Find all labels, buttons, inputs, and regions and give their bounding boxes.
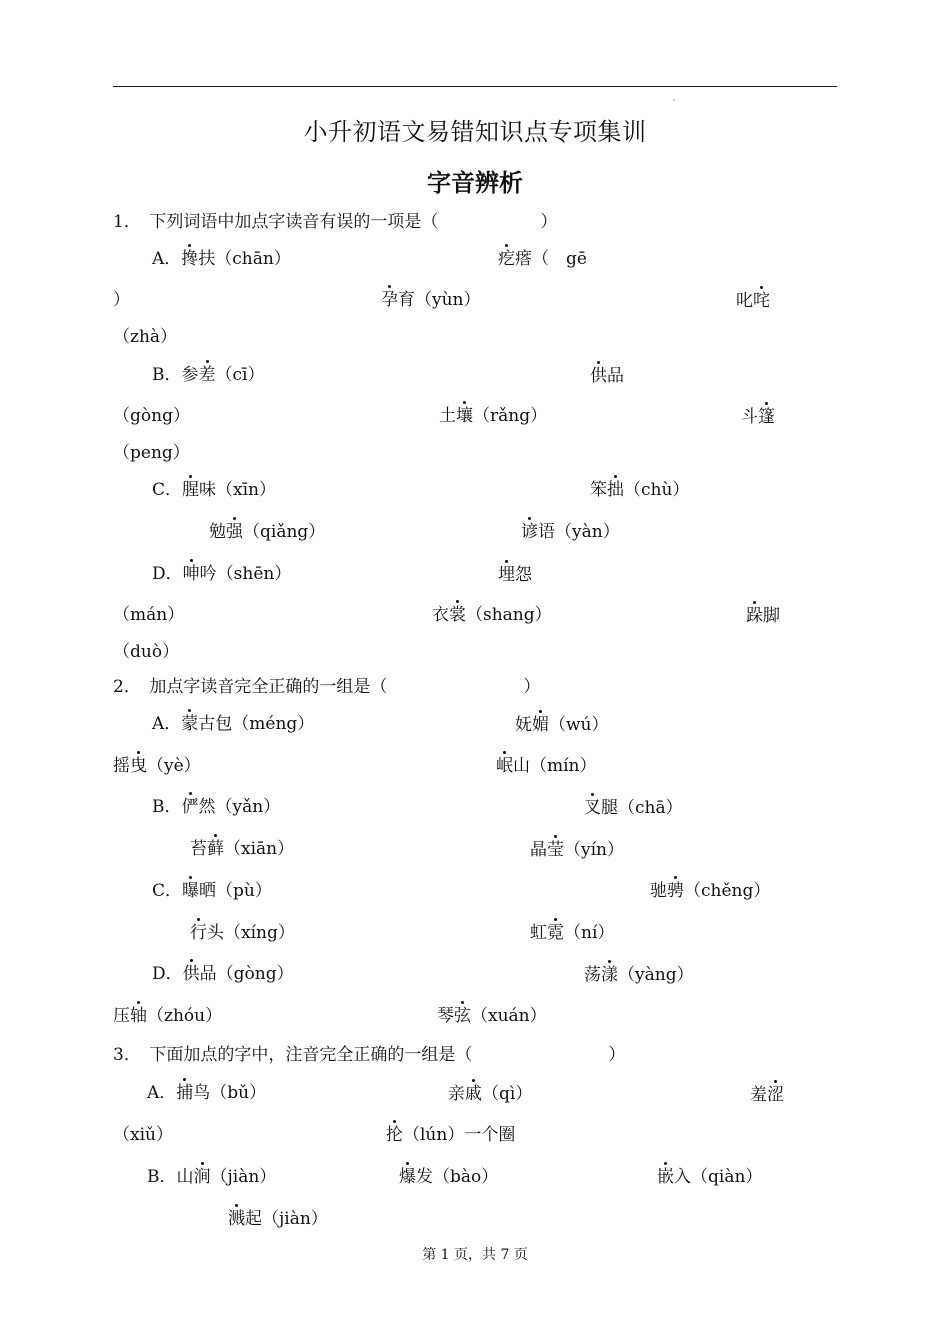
dotted-char: 供 [590, 366, 607, 386]
q2-option-b-item1: B．俨然（yǎn） [152, 797, 281, 817]
dotted-char: 抡 [386, 1125, 403, 1145]
q1-option-d-item1: D．呻吟（shēn） [152, 564, 292, 584]
question-text: 加点字读音完全正确的一组是（ ） [149, 677, 541, 697]
q2-option-a-item1: A．蒙古包（méng） [152, 714, 315, 734]
dotted-char: 媚 [532, 715, 549, 735]
q2-option-b-item4: 晶莹（yín） [530, 840, 624, 860]
question-1-stem [113, 211, 557, 233]
q2-option-b-item3: 苔藓（xiān） [190, 839, 295, 859]
q1-option-d-item2: 埋怨 [498, 565, 532, 585]
dotted-char: 曳 [130, 756, 147, 776]
dotted-char: 涧 [193, 1167, 211, 1187]
q3-option-b-item1: B．山涧（jiàn） [147, 1167, 277, 1187]
dotted-char: 埋 [498, 565, 515, 585]
option-label: D． [152, 964, 183, 984]
question-2-stem [113, 676, 540, 698]
dotted-char: 裳 [449, 605, 466, 625]
q1-option-d-item4: 跺脚 [746, 606, 780, 626]
q3-option-b-item4: 溅起（jiàn） [228, 1209, 328, 1229]
q2-option-a-item4: 岷山（mín） [496, 756, 597, 776]
dotted-char: 拙 [607, 480, 624, 500]
q2-option-a-item3: 摇曳（yè） [113, 756, 201, 776]
question-3-stem [113, 1044, 625, 1066]
q3-option-b-item2: 爆发（bào） [399, 1167, 499, 1187]
dotted-char: 搀 [181, 249, 199, 269]
q1-option-a-item4: 叱咤 [736, 291, 770, 311]
q1-option-a-item2: 疙瘩（ gē [498, 249, 587, 269]
q1-option-c-item1: C．腥味（xīn） [152, 480, 276, 500]
page-title: 小升初语文易错知识点专项集训 [303, 118, 647, 146]
q1-option-b-item3: 土壤（rǎng） [439, 406, 548, 426]
q2-option-d-item4: 琴弦（xuán） [437, 1006, 547, 1026]
dotted-char: 藓 [207, 839, 224, 859]
dotted-char: 溅 [228, 1209, 245, 1229]
dotted-char: 骋 [667, 881, 684, 901]
question-number: 1． [113, 212, 133, 232]
q3-option-a-item4: 抡（lún）一个圈 [386, 1125, 516, 1145]
q1-option-b-item2-pinyin: （gòng） [113, 406, 190, 426]
q3-option-a-item2: 亲戚（qì） [448, 1084, 533, 1104]
dotted-char: 腥 [182, 480, 200, 500]
dotted-char: 差 [198, 365, 216, 385]
dotted-char: 霓 [547, 923, 564, 943]
dotted-char: 嵌 [657, 1167, 674, 1187]
q2-option-c-item3: 行头（xíng） [190, 923, 295, 943]
q1-option-a-item2-close: ） [113, 290, 130, 310]
q2-option-b-item2: 叉腿（chā） [584, 798, 683, 818]
option-label: B． [152, 797, 182, 817]
dotted-char: 行 [190, 923, 207, 943]
option-label: D． [152, 564, 183, 584]
page-footer: 第 1 页，共 7 页 [422, 1247, 528, 1263]
dotted-char: 轴 [130, 1006, 147, 1026]
dotted-char: 供 [182, 964, 200, 984]
q1-option-a-item4-pinyin: （zhà） [113, 327, 178, 347]
option-label: C． [152, 480, 183, 500]
q1-option-c-item3: 勉强（qiǎng） [209, 522, 326, 542]
question-text: 下列词语中加点字读音有误的一项是（ ） [149, 212, 558, 232]
dotted-char: 弦 [454, 1006, 471, 1026]
q2-option-c-item2: 驰骋（chěng） [650, 881, 771, 901]
option-label: B． [147, 1167, 177, 1187]
q3-option-a-item3: 羞涩 [750, 1085, 784, 1105]
dotted-char: 涩 [767, 1085, 784, 1105]
dotted-char: 叉 [584, 798, 601, 818]
option-label: A． [152, 714, 182, 734]
dotted-char: 岷 [496, 756, 513, 776]
q2-option-d-item2: 荡漾（yàng） [584, 965, 694, 985]
option-label: B． [152, 365, 182, 385]
question-text: 下面加点的字中，注音完全正确的一组是（ ） [149, 1045, 626, 1065]
option-label: A． [152, 249, 182, 269]
q1-option-b-item4-pinyin: （peng） [113, 443, 190, 463]
q1-option-d-item3: 衣裳（shang） [432, 605, 552, 625]
question-number: 3． [113, 1045, 133, 1065]
q1-option-b-item1: B．参差（cī） [152, 365, 265, 385]
dotted-char: 漾 [601, 965, 618, 985]
dotted-char: 莹 [547, 840, 564, 860]
q1-option-c-item2: 笨拙（chù） [590, 480, 690, 500]
dotted-char: 蒙 [181, 714, 199, 734]
option-label: A． [147, 1083, 177, 1103]
q1-option-b-item2: 供品 [590, 366, 624, 386]
q2-option-c-item1: C．曝晒（pù） [152, 881, 272, 901]
dotted-char: 跺 [746, 606, 763, 626]
q2-option-c-item4: 虹霓（ní） [530, 923, 615, 943]
question-number: 2． [113, 677, 133, 697]
dotted-char: 谚 [521, 522, 538, 542]
q3-option-a-item3-pinyin: （xiǔ） [113, 1125, 173, 1145]
dotted-char: 捕 [176, 1083, 194, 1103]
q2-option-a-item2: 妩媚（wú） [515, 715, 609, 735]
q1-option-a-item3: 孕育（yùn） [381, 290, 481, 310]
q2-option-d-item3: 压轴（zhóu） [113, 1006, 223, 1026]
dotted-char: 壤 [456, 406, 473, 426]
q2-option-d-item1: D．供品（gòng） [152, 964, 294, 984]
dotted-char: 疙 [498, 249, 515, 269]
dotted-char: 爆 [399, 1167, 416, 1187]
dotted-char: 俨 [181, 797, 199, 817]
q1-option-c-item4: 谚语（yàn） [521, 522, 620, 542]
scan-speck [673, 99, 675, 101]
q1-option-b-item4: 斗篷 [741, 407, 775, 427]
dotted-char: 强 [226, 522, 243, 542]
section-title: 字音辨析 [427, 169, 523, 197]
dotted-char: 咤 [753, 291, 770, 311]
dotted-char: 曝 [182, 881, 200, 901]
q3-option-a-item1: A．捕鸟（bǔ） [147, 1083, 267, 1103]
option-label: C． [152, 881, 183, 901]
dotted-char: 呻 [182, 564, 200, 584]
q1-option-d-item4-pinyin: （duò） [113, 642, 180, 662]
q1-option-d-item2-pinyin: （mán） [113, 605, 185, 625]
header-rule [113, 86, 837, 87]
dotted-char: 篷 [758, 407, 775, 427]
q1-option-a-item1: A．搀扶（chān） [152, 249, 291, 269]
dotted-char: 戚 [465, 1084, 482, 1104]
dotted-char: 孕 [381, 290, 398, 310]
q3-option-b-item3: 嵌入（qiàn） [657, 1167, 763, 1187]
